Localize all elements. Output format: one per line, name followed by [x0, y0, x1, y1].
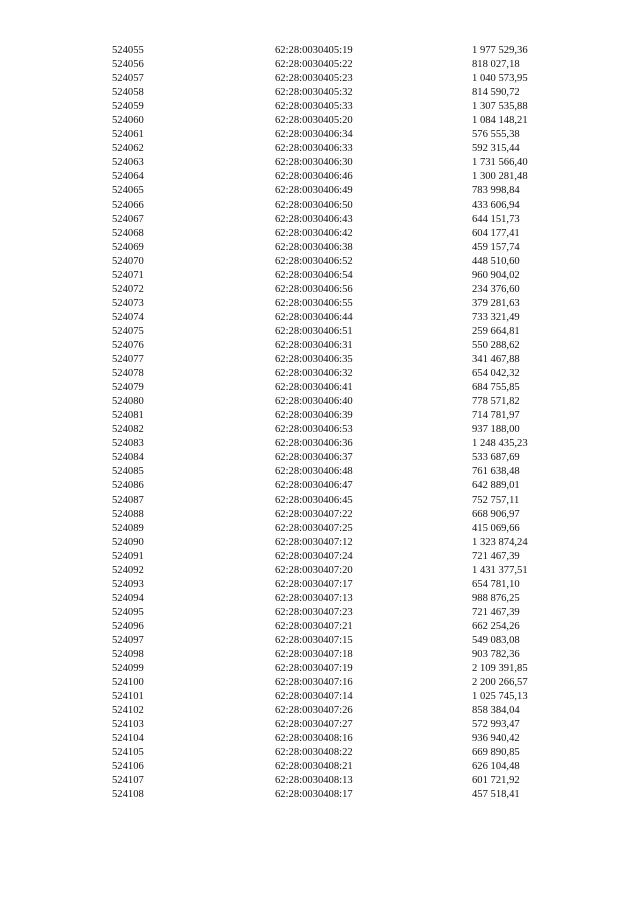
- cadastral-value: 714 781,97: [472, 410, 520, 422]
- cadastral-value: 783 998,84: [472, 185, 520, 197]
- row-number: 524095: [112, 606, 144, 618]
- row-number: 524107: [112, 775, 144, 787]
- cadastral-value: 1 307 535,88: [472, 101, 528, 113]
- cadastral-number: 62:28:0030407:27: [275, 719, 353, 731]
- cadastral-value: 549 083,08: [472, 634, 520, 646]
- table-row: [0, 732, 640, 746]
- table-row: [0, 255, 640, 269]
- cadastral-value-table: [0, 44, 640, 803]
- row-number: 524070: [112, 255, 144, 267]
- cadastral-number: 62:28:0030408:21: [275, 761, 353, 773]
- cadastral-number: 62:28:0030407:12: [275, 536, 353, 548]
- row-number: 524096: [112, 620, 144, 632]
- table-row: [0, 241, 640, 255]
- cadastral-number: 62:28:0030407:16: [275, 677, 353, 689]
- cadastral-number: 62:28:0030407:21: [275, 620, 353, 632]
- table-row: [0, 114, 640, 128]
- cadastral-value: 572 993,47: [472, 719, 520, 731]
- table-row: [0, 606, 640, 620]
- row-number: 524068: [112, 227, 144, 239]
- cadastral-value: 1 731 566,40: [472, 157, 528, 169]
- cadastral-value: 433 606,94: [472, 199, 520, 211]
- table-row: [0, 58, 640, 72]
- table-row: [0, 100, 640, 114]
- cadastral-value: 662 254,26: [472, 620, 520, 632]
- row-number: 524057: [112, 73, 144, 85]
- cadastral-number: 62:28:0030407:23: [275, 606, 353, 618]
- row-number: 524058: [112, 87, 144, 99]
- row-number: 524065: [112, 185, 144, 197]
- row-number: 524088: [112, 508, 144, 520]
- table-row: [0, 788, 640, 802]
- table-row: [0, 774, 640, 788]
- cadastral-number: 62:28:0030408:13: [275, 775, 353, 787]
- row-number: 524076: [112, 339, 144, 351]
- cadastral-number: 62:28:0030406:34: [275, 129, 353, 141]
- table-row: [0, 536, 640, 550]
- cadastral-number: 62:28:0030406:41: [275, 382, 353, 394]
- cadastral-number: 62:28:0030408:17: [275, 789, 353, 801]
- cadastral-value: 1 025 745,13: [472, 691, 528, 703]
- row-number: 524104: [112, 733, 144, 745]
- row-number: 524089: [112, 522, 144, 534]
- cadastral-number: 62:28:0030406:44: [275, 311, 353, 323]
- cadastral-value: 988 876,25: [472, 592, 520, 604]
- cadastral-value: 1 300 281,48: [472, 171, 528, 183]
- cadastral-value: 721 467,39: [472, 550, 520, 562]
- table-row: [0, 199, 640, 213]
- cadastral-number: 62:28:0030407:14: [275, 691, 353, 703]
- cadastral-value: 604 177,41: [472, 227, 520, 239]
- table-row: [0, 381, 640, 395]
- cadastral-number: 62:28:0030406:51: [275, 325, 353, 337]
- cadastral-number: 62:28:0030405:33: [275, 101, 353, 113]
- table-row: [0, 508, 640, 522]
- table-row: [0, 690, 640, 704]
- table-row: [0, 395, 640, 409]
- row-number: 524082: [112, 424, 144, 436]
- row-number: 524060: [112, 115, 144, 127]
- cadastral-value: 341 467,88: [472, 354, 520, 366]
- cadastral-value: 550 288,62: [472, 339, 520, 351]
- row-number: 524105: [112, 747, 144, 759]
- cadastral-value: 1 040 573,95: [472, 73, 528, 85]
- row-number: 524067: [112, 213, 144, 225]
- cadastral-number: 62:28:0030406:53: [275, 424, 353, 436]
- row-number: 524066: [112, 199, 144, 211]
- table-row: [0, 283, 640, 297]
- cadastral-number: 62:28:0030406:46: [275, 171, 353, 183]
- cadastral-number: 62:28:0030406:30: [275, 157, 353, 169]
- table-row: [0, 170, 640, 184]
- cadastral-value: 936 940,42: [472, 733, 520, 745]
- row-number: 524097: [112, 634, 144, 646]
- row-number: 524064: [112, 171, 144, 183]
- row-number: 524069: [112, 241, 144, 253]
- table-row: [0, 184, 640, 198]
- cadastral-value: 379 281,63: [472, 297, 520, 309]
- table-row: [0, 325, 640, 339]
- cadastral-value: 415 069,66: [472, 522, 520, 534]
- cadastral-value: 448 510,60: [472, 255, 520, 267]
- table-row: [0, 227, 640, 241]
- row-number: 524098: [112, 649, 144, 661]
- cadastral-number: 62:28:0030406:38: [275, 241, 353, 253]
- table-row: [0, 676, 640, 690]
- table-row: [0, 269, 640, 283]
- table-row: [0, 409, 640, 423]
- row-number: 524092: [112, 564, 144, 576]
- cadastral-value: 592 315,44: [472, 143, 520, 155]
- cadastral-number: 62:28:0030406:50: [275, 199, 353, 211]
- cadastral-value: 457 518,41: [472, 789, 520, 801]
- table-row: [0, 634, 640, 648]
- table-row: [0, 704, 640, 718]
- table-row: [0, 550, 640, 564]
- cadastral-number: 62:28:0030406:55: [275, 297, 353, 309]
- table-row: [0, 648, 640, 662]
- cadastral-value: 1 084 148,21: [472, 115, 528, 127]
- cadastral-number: 62:28:0030406:32: [275, 368, 353, 380]
- cadastral-value: 644 151,73: [472, 213, 520, 225]
- table-row: [0, 72, 640, 86]
- table-row: [0, 423, 640, 437]
- row-number: 524091: [112, 550, 144, 562]
- cadastral-number: 62:28:0030406:36: [275, 438, 353, 450]
- table-row: [0, 142, 640, 156]
- cadastral-value: 259 664,81: [472, 325, 520, 337]
- row-number: 524103: [112, 719, 144, 731]
- row-number: 524072: [112, 283, 144, 295]
- cadastral-number: 62:28:0030406:48: [275, 466, 353, 478]
- row-number: 524079: [112, 382, 144, 394]
- cadastral-value: 761 638,48: [472, 466, 520, 478]
- cadastral-value: 858 384,04: [472, 705, 520, 717]
- row-number: 524063: [112, 157, 144, 169]
- row-number: 524080: [112, 396, 144, 408]
- row-number: 524062: [112, 143, 144, 155]
- table-row: [0, 156, 640, 170]
- table-row: [0, 564, 640, 578]
- cadastral-value: 818 027,18: [472, 59, 520, 71]
- cadastral-number: 62:28:0030406:47: [275, 480, 353, 492]
- table-row: [0, 44, 640, 58]
- table-row: [0, 367, 640, 381]
- cadastral-value: 1 431 377,51: [472, 564, 528, 576]
- row-number: 524087: [112, 494, 144, 506]
- row-number: 524071: [112, 269, 144, 281]
- row-number: 524059: [112, 101, 144, 113]
- row-number: 524084: [112, 452, 144, 464]
- cadastral-value: 937 188,00: [472, 424, 520, 436]
- cadastral-value: 234 376,60: [472, 283, 520, 295]
- cadastral-value: 1 977 529,36: [472, 45, 528, 56]
- row-number: 524101: [112, 691, 144, 703]
- row-number: 524083: [112, 438, 144, 450]
- row-number: 524108: [112, 789, 144, 801]
- row-number: 524106: [112, 761, 144, 773]
- cadastral-number: 62:28:0030407:19: [275, 663, 353, 675]
- table-row: [0, 128, 640, 142]
- cadastral-number: 62:28:0030405:22: [275, 59, 353, 71]
- cadastral-number: 62:28:0030406:33: [275, 143, 353, 155]
- cadastral-value: 654 781,10: [472, 578, 520, 590]
- cadastral-value: 668 906,97: [472, 508, 520, 520]
- row-number: 524074: [112, 311, 144, 323]
- cadastral-number: 62:28:0030406:42: [275, 227, 353, 239]
- cadastral-number: 62:28:0030408:22: [275, 747, 353, 759]
- table-row: [0, 746, 640, 760]
- row-number: 524090: [112, 536, 144, 548]
- table-row: [0, 86, 640, 100]
- cadastral-value: 752 757,11: [472, 494, 520, 506]
- row-number: 524077: [112, 354, 144, 366]
- cadastral-value: 778 571,82: [472, 396, 520, 408]
- table-row: [0, 592, 640, 606]
- cadastral-number: 62:28:0030406:43: [275, 213, 353, 225]
- cadastral-value: 533 687,69: [472, 452, 520, 464]
- cadastral-number: 62:28:0030406:31: [275, 339, 353, 351]
- row-number: 524102: [112, 705, 144, 717]
- cadastral-value: 1 248 435,23: [472, 438, 528, 450]
- cadastral-value: 733 321,49: [472, 311, 520, 323]
- cadastral-value: 601 721,92: [472, 775, 520, 787]
- cadastral-number: 62:28:0030406:40: [275, 396, 353, 408]
- cadastral-number: 62:28:0030406:52: [275, 255, 353, 267]
- row-number: 524061: [112, 129, 144, 141]
- cadastral-number: 62:28:0030407:20: [275, 564, 353, 576]
- cadastral-value: 654 042,32: [472, 368, 520, 380]
- table-row: [0, 718, 640, 732]
- table-row: [0, 620, 640, 634]
- cadastral-number: 62:28:0030407:22: [275, 508, 353, 520]
- cadastral-number: 62:28:0030407:17: [275, 578, 353, 590]
- table-row: [0, 760, 640, 774]
- cadastral-number: 62:28:0030407:18: [275, 649, 353, 661]
- cadastral-number: 62:28:0030407:13: [275, 592, 353, 604]
- cadastral-value: 2 109 391,85: [472, 663, 528, 675]
- cadastral-value: 903 782,36: [472, 649, 520, 661]
- table-row: [0, 311, 640, 325]
- cadastral-value: 721 467,39: [472, 606, 520, 618]
- row-number: 524100: [112, 677, 144, 689]
- table-row: [0, 479, 640, 493]
- table-row: [0, 451, 640, 465]
- cadastral-number: 62:28:0030408:16: [275, 733, 353, 745]
- row-number: 524099: [112, 663, 144, 675]
- cadastral-number: 62:28:0030406:37: [275, 452, 353, 464]
- cadastral-value: 814 590,72: [472, 87, 520, 99]
- table-row: [0, 297, 640, 311]
- cadastral-value: 2 200 266,57: [472, 677, 528, 689]
- table-row: [0, 437, 640, 451]
- row-number: 524055: [112, 45, 144, 56]
- cadastral-value: 626 104,48: [472, 761, 520, 773]
- cadastral-number: 62:28:0030406:54: [275, 269, 353, 281]
- cadastral-number: 62:28:0030405:32: [275, 87, 353, 99]
- cadastral-number: 62:28:0030406:49: [275, 185, 353, 197]
- cadastral-number: 62:28:0030406:56: [275, 283, 353, 295]
- cadastral-number: 62:28:0030407:26: [275, 705, 353, 717]
- table-row: [0, 578, 640, 592]
- cadastral-value: 1 323 874,24: [472, 536, 528, 548]
- table-row: [0, 213, 640, 227]
- cadastral-number: 62:28:0030406:39: [275, 410, 353, 422]
- cadastral-value: 459 157,74: [472, 241, 520, 253]
- table-row: [0, 522, 640, 536]
- row-number: 524086: [112, 480, 144, 492]
- cadastral-number: 62:28:0030405:19: [275, 45, 353, 56]
- cadastral-number: 62:28:0030405:23: [275, 73, 353, 85]
- cadastral-value: 669 890,85: [472, 747, 520, 759]
- table-row: [0, 339, 640, 353]
- cadastral-number: 62:28:0030406:35: [275, 354, 353, 366]
- row-number: 524078: [112, 368, 144, 380]
- cadastral-value: 642 889,01: [472, 480, 520, 492]
- table-row: [0, 465, 640, 479]
- table-row: [0, 662, 640, 676]
- cadastral-number: 62:28:0030405:20: [275, 115, 353, 127]
- cadastral-value: 576 555,38: [472, 129, 520, 141]
- row-number: 524094: [112, 592, 144, 604]
- row-number: 524056: [112, 59, 144, 71]
- cadastral-number: 62:28:0030407:25: [275, 522, 353, 534]
- table-row: [0, 494, 640, 508]
- cadastral-number: 62:28:0030407:15: [275, 634, 353, 646]
- row-number: 524085: [112, 466, 144, 478]
- cadastral-number: 62:28:0030407:24: [275, 550, 353, 562]
- row-number: 524075: [112, 325, 144, 337]
- row-number: 524093: [112, 578, 144, 590]
- row-number: 524073: [112, 297, 144, 309]
- table-row: [0, 353, 640, 367]
- cadastral-number: 62:28:0030406:45: [275, 494, 353, 506]
- cadastral-value: 960 904,02: [472, 269, 520, 281]
- row-number: 524081: [112, 410, 144, 422]
- cadastral-value: 684 755,85: [472, 382, 520, 394]
